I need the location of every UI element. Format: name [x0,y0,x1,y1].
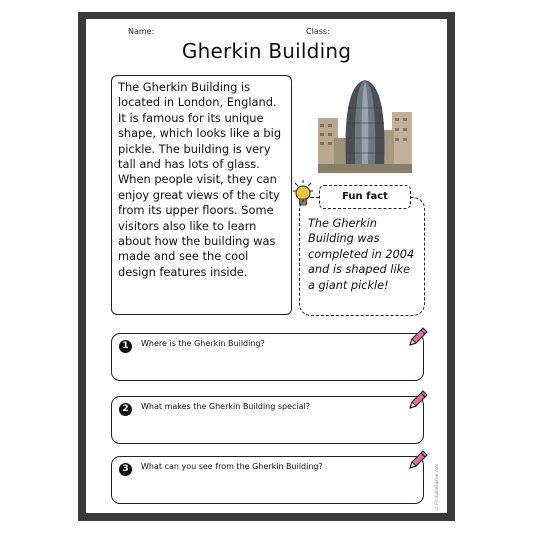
reading-passage: The Gherkin Building is located in London, England. It is famous for its unique shape, which looks like a big pickle. The building is very tall and has lots of glass. When people visit, they can enjoy great views of the city from its upper floors. Some visitors also like to learn about how the building was made and see the cool design features inside. [111,75,292,315]
pencil-icon [405,387,429,411]
question-number: 1 [119,340,132,353]
question-text: Where is the Gherkin Building? [141,339,265,348]
question-box-3[interactable] [111,456,424,504]
name-label: Name: [128,27,155,36]
fun-fact-text: The Gherkin Building was completed in 2004 and is shaped like a giant pickle! [308,217,415,292]
gherkin-building-photo [318,78,412,173]
watermark: © PrintableBazaar.com [434,463,439,511]
class-label: Class: [306,27,330,36]
fun-fact-box [299,197,425,316]
worksheet-page [86,19,447,513]
question-text: What makes the Gherkin Building special? [141,402,311,411]
fun-fact-title: Fun fact [319,185,411,209]
pencil-icon [405,324,429,348]
question-number: 2 [119,403,132,416]
question-text: What can you see from the Gherkin Building? [141,462,323,471]
question-box-1[interactable] [111,333,424,381]
page-title: Gherkin Building [181,39,352,63]
question-box-2[interactable] [111,396,424,444]
pencil-icon [405,447,429,471]
question-number: 3 [119,463,132,476]
